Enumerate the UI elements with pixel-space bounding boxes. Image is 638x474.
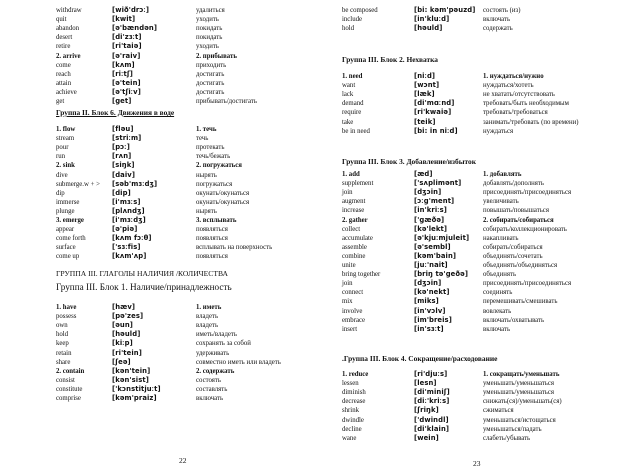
english-word: own (56, 322, 68, 330)
english-word: connect (342, 289, 364, 297)
russian-translation: включать (196, 395, 224, 402)
english-word: submerge.w + > (56, 180, 100, 188)
transcription: [kən'sist] (112, 375, 149, 384)
russian-translation: требовать/требоваться (483, 109, 548, 117)
russian-translation: нуждаться/хотеть (483, 82, 534, 90)
transcription: [pɔː] (112, 143, 130, 152)
transcription: [ri'djuːs] (414, 370, 448, 378)
transcription: [teik] (414, 117, 436, 126)
transcription: [kən'tein] (112, 366, 151, 375)
russian-translation: достигать (196, 70, 225, 78)
english-word: join (342, 280, 353, 288)
russian-translation: состоять (из) (483, 7, 521, 14)
english-word: dip (56, 189, 65, 197)
english-word: appear (56, 226, 75, 234)
english-word: desert (56, 34, 73, 42)
heading-movement-in-water: Группа II. Блок 6. Движения в воде (56, 108, 175, 117)
transcription: [get] (112, 97, 132, 105)
russian-translation: владеть (196, 322, 219, 330)
russian-translation: уменьшаться/падать (483, 425, 542, 433)
english-word: attain (56, 79, 72, 87)
transcription: [ri'taiə] (112, 42, 142, 51)
transcription: [hæv] (112, 303, 136, 311)
heading-group3-block1: Группа III. Блок 1. Наличие/принадлежность (56, 282, 232, 292)
english-word: demand (342, 100, 364, 108)
english-word: assemble (342, 243, 367, 251)
russian-translation: появляться (196, 253, 228, 261)
english-word: 1. add (342, 171, 360, 178)
transcription: [bi: in niːd] (414, 126, 458, 135)
english-word: plunge (56, 207, 75, 215)
heading-group3-block3: Группа III. Блок 3. Добавление/избыток (342, 157, 476, 166)
transcription: [wɔnt] (414, 81, 440, 90)
english-word: run (56, 153, 66, 161)
russian-translation: уходить (196, 43, 219, 51)
english-word: surface (56, 244, 76, 252)
russian-translation: содержать (483, 25, 513, 33)
english-word: insert (342, 325, 358, 333)
english-word: get (56, 98, 65, 105)
english-word: be composed (342, 7, 378, 14)
russian-translation: совместно иметь или владеть (196, 358, 281, 366)
transcription: [di'mɑːnd] (414, 99, 455, 108)
transcription: [briŋ tə'geðə] (414, 270, 469, 279)
english-word: mix (342, 298, 353, 306)
english-word: 2. contain (56, 367, 85, 375)
russian-translation: накапливать (483, 234, 519, 242)
transcription: ['dwindl] (414, 415, 449, 424)
russian-translation: окунать/окунаться (196, 198, 250, 206)
russian-translation: нырять (196, 207, 217, 215)
english-word: shrink (342, 407, 359, 415)
english-word: decline (342, 425, 362, 433)
russian-translation: включать (483, 16, 511, 24)
english-word: embrace (342, 316, 366, 324)
transcription: [həuld] (112, 330, 141, 339)
english-word: be in need (342, 127, 370, 135)
english-word: involve (342, 307, 363, 315)
russian-translation: течь/бежать (196, 153, 231, 161)
russian-translation: 2. собирать/собираться (483, 216, 554, 224)
transcription: [ə'tʃiːv] (112, 87, 141, 96)
russian-translation: повышать/повышаться (483, 207, 549, 215)
transcription: [lesn] (414, 379, 437, 388)
russian-translation: увеличивать (483, 198, 519, 206)
russian-translation: владеть (196, 313, 219, 321)
english-word: lack (342, 91, 354, 99)
english-word: possess (56, 313, 77, 321)
english-word: take (342, 118, 354, 126)
russian-translation: протекать (196, 144, 225, 152)
transcription: [kə'lekt] (414, 224, 448, 233)
russian-translation: 3. всплывать (196, 217, 237, 224)
russian-translation: появляться (196, 235, 228, 243)
transcription: ['kɔnstitjuːt] (112, 384, 161, 393)
transcription: ['sʌplimənt] (414, 179, 462, 188)
transcription: [rʌn] (112, 152, 132, 161)
transcription: [kʌm] (112, 60, 135, 69)
english-word: 1. flow (56, 126, 76, 133)
russian-translation: 2. содержать (196, 367, 235, 375)
english-word: quit (56, 16, 67, 24)
english-word: come (56, 61, 71, 69)
transcription: [ri'kwaiə] (414, 108, 452, 117)
english-word: bring together (342, 271, 381, 279)
transcription: [æd] (414, 170, 433, 178)
heading-group3-block2: Группа III. Блок 2. Нехватка (342, 55, 438, 64)
russian-translation: прибывать/достигать (196, 98, 257, 105)
transcription: [kəm'bain] (414, 251, 457, 260)
right-page (319, 0, 638, 474)
english-word: achieve (56, 88, 77, 96)
russian-translation: включать/охватывать (483, 316, 545, 324)
english-word: immerse (56, 198, 80, 206)
english-word: reach (56, 70, 71, 78)
transcription: [daiv] (112, 170, 136, 179)
transcription: [in'vɔlv] (414, 306, 446, 315)
transcription: [striːm] (112, 134, 142, 143)
english-word: dive (56, 171, 68, 179)
russian-translation: нуждаться (483, 127, 514, 135)
english-word: accumulate (342, 234, 373, 242)
russian-translation: 2. прибывать (196, 52, 237, 60)
russian-translation: уменьшать/уменьшаться (483, 389, 555, 397)
english-word: 3. emerge (56, 217, 84, 224)
transcription: [i'mɜːs] (112, 197, 141, 206)
english-word: unite (342, 262, 356, 269)
english-word: comprise (56, 395, 81, 402)
russian-translation: включать (483, 325, 511, 333)
page-number: 22 (179, 456, 187, 465)
english-word: require (342, 109, 362, 117)
russian-translation: не хватать/отсутствовать (483, 91, 555, 99)
transcription: [ə'raiv] (112, 51, 141, 60)
english-word: 1. reduce (342, 371, 369, 378)
russian-translation: достигать (196, 79, 225, 87)
transcription: [ə'kjuːmjuleit] (414, 233, 470, 242)
russian-translation: погружаться (196, 180, 233, 188)
russian-translation: покидать (196, 34, 223, 42)
english-word: collect (342, 225, 361, 233)
heading-group3-block4: .Группа III. Блок 4. Сокращение/расходование (342, 354, 498, 363)
transcription: [ə'bændən] (112, 24, 158, 33)
transcription: [dip] (112, 188, 131, 197)
transcription: [di'zɜːt] (112, 33, 142, 42)
russian-translation: 1. добавлять (483, 171, 522, 178)
russian-translation: слабеть/убывать (483, 434, 531, 442)
transcription: [kiːp] (112, 339, 133, 348)
russian-translation: добавлять/дополнять (483, 180, 544, 188)
transcription: [ɔːg'ment] (414, 197, 455, 206)
transcription: [dʒɔin] (414, 188, 442, 197)
transcription: ['sɜːfis] (112, 243, 141, 252)
transcription: [juː'nait] (414, 261, 448, 269)
russian-translation: перемешивать/смешивать (483, 298, 558, 306)
russian-translation: сохранять за собой (196, 340, 251, 348)
english-word: diminish (342, 389, 366, 397)
english-word: hold (342, 25, 355, 33)
english-word: 1. have (56, 304, 77, 311)
page-number: 23 (473, 459, 481, 468)
english-word: abandon (56, 25, 80, 33)
transcription: [læk] (414, 90, 435, 99)
transcription: [kʌm fɔːθ] (112, 234, 152, 243)
transcription: [riːtʃ] (112, 69, 133, 78)
english-word: keep (56, 340, 69, 348)
english-word: 1. need (342, 73, 363, 80)
english-word: 2. gather (342, 216, 368, 224)
english-word: consist (56, 376, 75, 384)
transcription: [ə'tein] (112, 78, 141, 87)
russian-translation: 1. нуждаться/нужно (483, 73, 544, 80)
english-word: constitute (56, 385, 83, 393)
english-word: come up (56, 253, 80, 261)
transcription: [in'kluːd] (414, 15, 450, 24)
transcription: [ə'sembl] (414, 242, 451, 251)
transcription: [kʌm'ʌp] (112, 252, 147, 261)
transcription: [wið'drɔː] (112, 6, 150, 14)
russian-translation: объединять/сочетать (483, 252, 543, 260)
transcription: [ə'piə] (112, 225, 138, 234)
heading-group-3: ГРУППА III. ГЛАГОЛЫ НАЛИЧИЯ /КОЛИЧЕСТВА (56, 269, 229, 278)
russian-translation: присоединять/присоединяться (483, 280, 572, 288)
transcription: [ʃriŋk] (414, 406, 439, 415)
russian-translation: собирать/собираться (483, 243, 543, 251)
english-word: pour (56, 144, 69, 152)
russian-translation: всплывать на поверхность (196, 244, 273, 252)
russian-translation: снижать(ся)/уменьшать(ся) (483, 398, 562, 406)
russian-translation: приходить (196, 61, 227, 69)
russian-translation: вовлекать (483, 307, 512, 315)
english-word: 2. arrive (56, 52, 81, 60)
english-word: join (342, 189, 353, 197)
russian-translation: 1. течь (196, 126, 217, 133)
english-word: come forth (56, 235, 86, 243)
transcription: [in'kriːs] (414, 206, 447, 215)
transcription: [siŋk] (112, 161, 135, 170)
transcription: [ʃeə] (112, 357, 131, 366)
transcription: [pə'zes] (112, 312, 144, 321)
russian-translation: требовать/быть необходимым (483, 100, 569, 108)
english-word: withdraw (56, 7, 82, 14)
transcription: [həuld] (414, 24, 443, 33)
russian-translation: уменьшаться/истощаться (483, 416, 556, 424)
transcription: [wein] (414, 433, 439, 442)
transcription: [di'miniʃ] (414, 388, 450, 397)
transcription: [səb'mɜːdʒ] (112, 179, 158, 188)
transcription: [diː'kriːs] (414, 397, 450, 406)
transcription: [kwit] (112, 15, 136, 24)
russian-translation: 1. сокращать/уменьшать (483, 371, 560, 378)
transcription: [kəm'praiz] (112, 394, 157, 402)
transcription: [kə'nekt] (414, 288, 450, 297)
transcription: [di'klain] (414, 424, 450, 433)
russian-translation: присоединять/присоединяться (483, 189, 572, 197)
russian-translation: нырять (196, 171, 217, 179)
transcription: [dʒɔin] (414, 279, 442, 288)
russian-translation: удерживать (196, 349, 230, 357)
russian-translation: появляться (196, 226, 228, 234)
russian-translation: уменьшать/уменьшаться (483, 380, 555, 388)
russian-translation: уходить (196, 16, 219, 24)
english-word: dwindle (342, 416, 364, 424)
transcription: [miks] (414, 297, 439, 306)
transcription: [ri'tein] (112, 348, 142, 357)
russian-translation: состоять (196, 376, 221, 384)
russian-translation: течь (196, 135, 209, 143)
english-word: retire (56, 43, 71, 51)
transcription: [fləu] (112, 125, 134, 133)
transcription: [əun] (112, 321, 134, 330)
english-word: augment (342, 198, 366, 206)
english-word: retain (56, 349, 72, 357)
transcription: ['gæðə] (414, 215, 445, 224)
english-word: stream (56, 135, 75, 143)
english-word: 2. sink (56, 162, 75, 170)
russian-translation: соединять (483, 289, 513, 297)
english-word: share (56, 358, 71, 366)
english-word: want (342, 82, 356, 90)
russian-translation: составлять (196, 385, 228, 393)
russian-translation: собирать/коллекционировать (483, 225, 567, 233)
english-word: combine (342, 252, 366, 260)
russian-translation: окунать/окунаться (196, 189, 250, 197)
transcription: [i'mɜːdʒ] (112, 216, 146, 224)
transcription: [im'breis] (414, 315, 452, 324)
russian-translation: объединять (483, 271, 517, 279)
english-word: hold (56, 331, 69, 339)
english-word: decrease (342, 398, 366, 406)
transcription: [niːd] (414, 72, 436, 80)
english-word: wane (342, 434, 357, 442)
russian-translation: покидать (196, 25, 223, 33)
transcription: [bi: kəm'pəuzd] (414, 6, 476, 14)
transcription: [plʌndʒ] (112, 206, 145, 215)
russian-translation: занимать/требовать (по времени) (483, 118, 579, 126)
russian-translation: объединять/объединяться (483, 262, 558, 269)
russian-translation: удалиться (196, 7, 225, 14)
russian-translation: сжиматься (483, 407, 514, 415)
russian-translation: 2. погружаться (196, 162, 242, 170)
transcription: [in'sɜːt] (414, 324, 444, 333)
russian-translation: иметь/владеть (196, 331, 237, 339)
russian-translation: 1. иметь (196, 304, 222, 311)
russian-translation: достигать (196, 88, 225, 96)
english-word: increase (342, 207, 365, 215)
english-word: include (342, 16, 363, 24)
english-word: lessen (342, 380, 359, 388)
english-word: supplement (342, 180, 374, 188)
